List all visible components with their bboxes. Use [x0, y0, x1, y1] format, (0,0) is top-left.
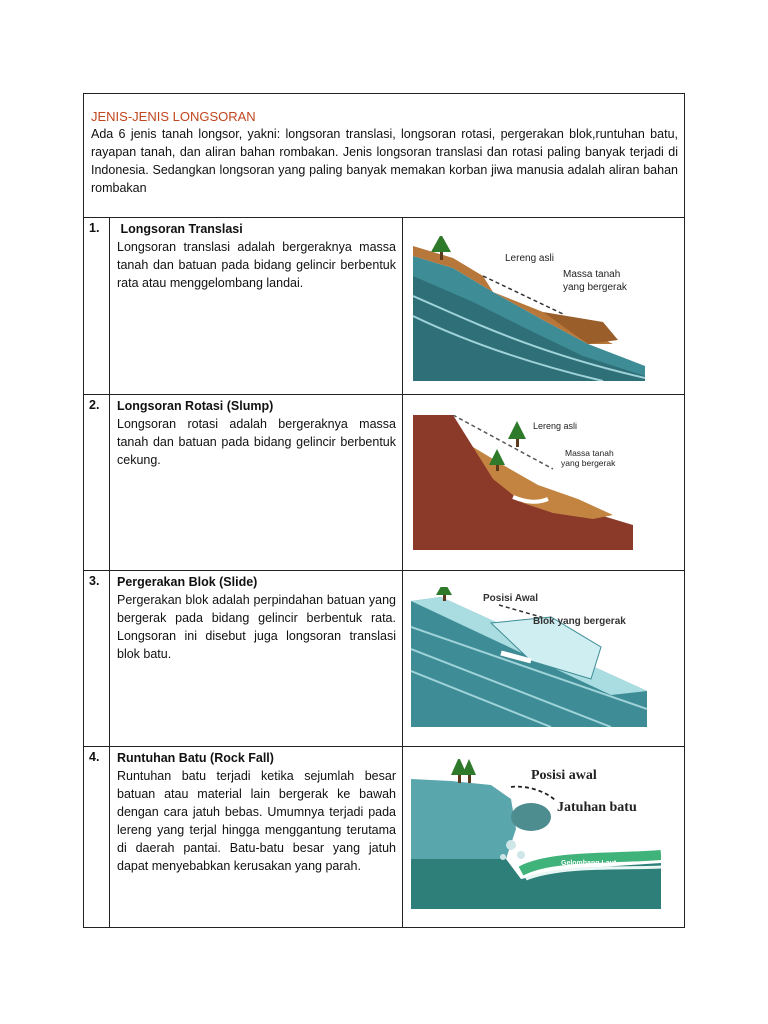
row-description [110, 571, 403, 746]
figure-label: Posisi awal [531, 768, 597, 783]
row-text: Longsoran translasi adalah bergeraknya massa tanah dan batuan pada bidang gelincir berbentuk rata atau menggelombang landai. [117, 240, 396, 290]
figure-label: Blok yang bergerak [533, 616, 626, 627]
intro-section [84, 94, 684, 218]
row-text: Longsoran rotasi adalah bergeraknya massa tanah dan batuan pada bidang gelincir berbentuk cekung. [117, 417, 396, 467]
figure-label: Jatuhan batu [557, 800, 637, 815]
row-number: 3. [84, 571, 110, 746]
row-title: Runtuhan Batu (Rock Fall) [117, 751, 274, 765]
figure-label: yang bergerak [563, 282, 627, 293]
figure-label: Massa tanah [565, 448, 614, 458]
intro-title: JENIS-JENIS LONGSORAN [91, 109, 256, 124]
translational-landslide-figure [403, 218, 684, 394]
table-row [84, 571, 684, 747]
row-description [110, 747, 403, 927]
figure-label: yang bergerak [561, 458, 616, 468]
row-title: Pergerakan Blok (Slide) [117, 575, 258, 589]
table-row [84, 218, 684, 395]
block-slide-figure [403, 571, 684, 746]
row-number: 4. [84, 747, 110, 927]
figure-label: Massa tanah [563, 269, 621, 280]
row-title: Longsoran Rotasi (Slump) [117, 399, 274, 413]
row-number: 2. [84, 395, 110, 570]
row-description [110, 395, 403, 570]
table-row [84, 747, 684, 927]
table-row [84, 395, 684, 571]
block-slide-illustration [411, 587, 647, 727]
row-text: Pergerakan blok adalah perpindahan batuan yang bergerak pada bidang gelincir berbentuk rata. Longsoran ini disebut juga longsoran translasi blok batu. [117, 593, 396, 661]
rotational-slump-illustration [413, 415, 633, 550]
figure-label: Lereng asli [533, 421, 578, 431]
translational-slide-illustration [413, 236, 645, 381]
row-text: Runtuhan batu terjadi ketika sejumlah besar batuan atau material lain bergerak ke bawah dengan cara jatuh bebas. Umumnya terjadi pada lereng yang terjal hingga menggantung terutama di daerah pantai. Batu-batu besar yang jatuh dapat menyebabkan kerusakan yang parah. [117, 769, 396, 873]
landslide-types-table [83, 93, 685, 928]
rock-fall-illustration [411, 759, 661, 909]
figure-label: Posisi Awal [483, 593, 539, 604]
figure-label: Lereng asli [505, 253, 554, 264]
figure-label: Gelombang Laut [561, 860, 617, 867]
row-number: 1. [84, 218, 110, 394]
row-description [110, 218, 403, 394]
rock-fall-figure [403, 747, 684, 927]
row-title: Longsoran Translasi [117, 222, 243, 236]
intro-text: Ada 6 jenis tanah longsor, yakni: longsoran translasi, longsoran rotasi, pergerakan blok,runtuhan batu, rayapan tanah, dan aliran bahan rombakan. Jenis longsoran translasi dan rotasi paling banyak terjadi di Indonesia. Sedangkan longsoran yang paling banyak memakan korban jiwa manusia adalah aliran bahan rombakan [91, 127, 678, 195]
rotational-landslide-figure [403, 395, 684, 570]
